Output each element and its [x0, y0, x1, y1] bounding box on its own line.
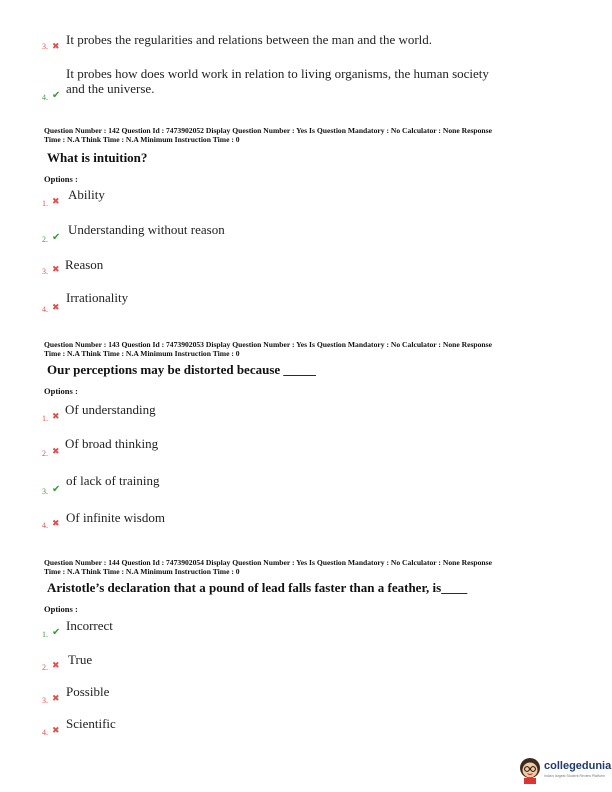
- option-text: It probes how does world work in relation to living organisms, the human society: [66, 66, 489, 81]
- option-text: Of understanding: [65, 402, 156, 417]
- option-number: 2.: [42, 663, 48, 672]
- option-text: Of broad thinking: [65, 436, 159, 451]
- question-text: Aristotle’s declaration that a pound of lead falls faster than a feather, is____: [47, 580, 468, 595]
- cross-icon: ✖: [52, 446, 60, 456]
- check-icon: ✔: [52, 232, 61, 243]
- option-text: Of infinite wisdom: [66, 510, 165, 525]
- cross-icon: ✖: [52, 264, 60, 274]
- option-text: Understanding without reason: [68, 222, 225, 237]
- cross-icon: ✖: [52, 660, 60, 670]
- options-label: Options :: [44, 386, 78, 396]
- option-text: Possible: [66, 684, 110, 699]
- option-number: 4.: [42, 93, 48, 102]
- option-text: Incorrect: [66, 618, 113, 633]
- cross-icon: ✖: [52, 196, 60, 206]
- cross-icon: ✖: [52, 693, 60, 703]
- question-text: Our perceptions may be distorted because _____: [47, 362, 316, 377]
- cross-icon: ✖: [52, 725, 60, 735]
- cross-icon: ✖: [52, 518, 60, 528]
- option-text: of lack of training: [66, 473, 160, 488]
- option-text: and the universe.: [66, 81, 155, 96]
- cross-icon: ✖: [52, 302, 60, 312]
- option-number: 4.: [42, 728, 48, 737]
- question-text: What is intuition?: [47, 150, 148, 165]
- option-number: 3.: [42, 696, 48, 705]
- check-icon: ✔: [52, 484, 61, 495]
- check-icon: ✔: [52, 627, 61, 638]
- cross-icon: ✖: [52, 41, 60, 51]
- question-meta: Question Number : 143 Question Id : 7473902053 Display Question Number : Yes Is Question Mandatory : No Calculator : None Response Time : N.A Think Time : N.A Minimum Instruction Time : 0: [44, 340, 492, 358]
- option-number: 3.: [42, 42, 48, 51]
- logo-name: collegedunia: [544, 760, 612, 772]
- option-number: 3.: [42, 487, 48, 496]
- question-meta: Question Number : 144 Question Id : 7473902054 Display Question Number : Yes Is Question Mandatory : No Calculator : None Response Time : N.A Think Time : N.A Minimum Instruction Time : 0: [44, 558, 492, 576]
- logo-tagline: India's largest Student Review Platform: [544, 774, 605, 778]
- collegedunia-logo: [518, 756, 612, 786]
- option-number: 1.: [42, 199, 48, 208]
- check-icon: ✔: [52, 90, 61, 101]
- option-number: 1.: [42, 414, 48, 423]
- option-text: True: [68, 652, 93, 667]
- option-number: 2.: [42, 235, 48, 244]
- option-text: It probes the regularities and relations between the man and the world.: [66, 32, 433, 47]
- option-number: 4.: [42, 305, 48, 314]
- option-number: 2.: [42, 449, 48, 458]
- option-text: Ability: [68, 187, 105, 202]
- options-label: Options :: [44, 174, 78, 184]
- option-text: Irrationality: [66, 290, 129, 305]
- cross-icon: ✖: [52, 411, 60, 421]
- option-text: Scientific: [66, 716, 116, 731]
- option-number: 1.: [42, 630, 48, 639]
- options-label: Options :: [44, 604, 78, 614]
- option-number: 3.: [42, 267, 48, 276]
- option-number: 4.: [42, 521, 48, 530]
- question-meta: Question Number : 142 Question Id : 7473902052 Display Question Number : Yes Is Question Mandatory : No Calculator : None Response Time : N.A Think Time : N.A Minimum Instruction Time : 0: [44, 126, 492, 144]
- option-text: Reason: [65, 257, 104, 272]
- mascot-icon: [518, 756, 542, 784]
